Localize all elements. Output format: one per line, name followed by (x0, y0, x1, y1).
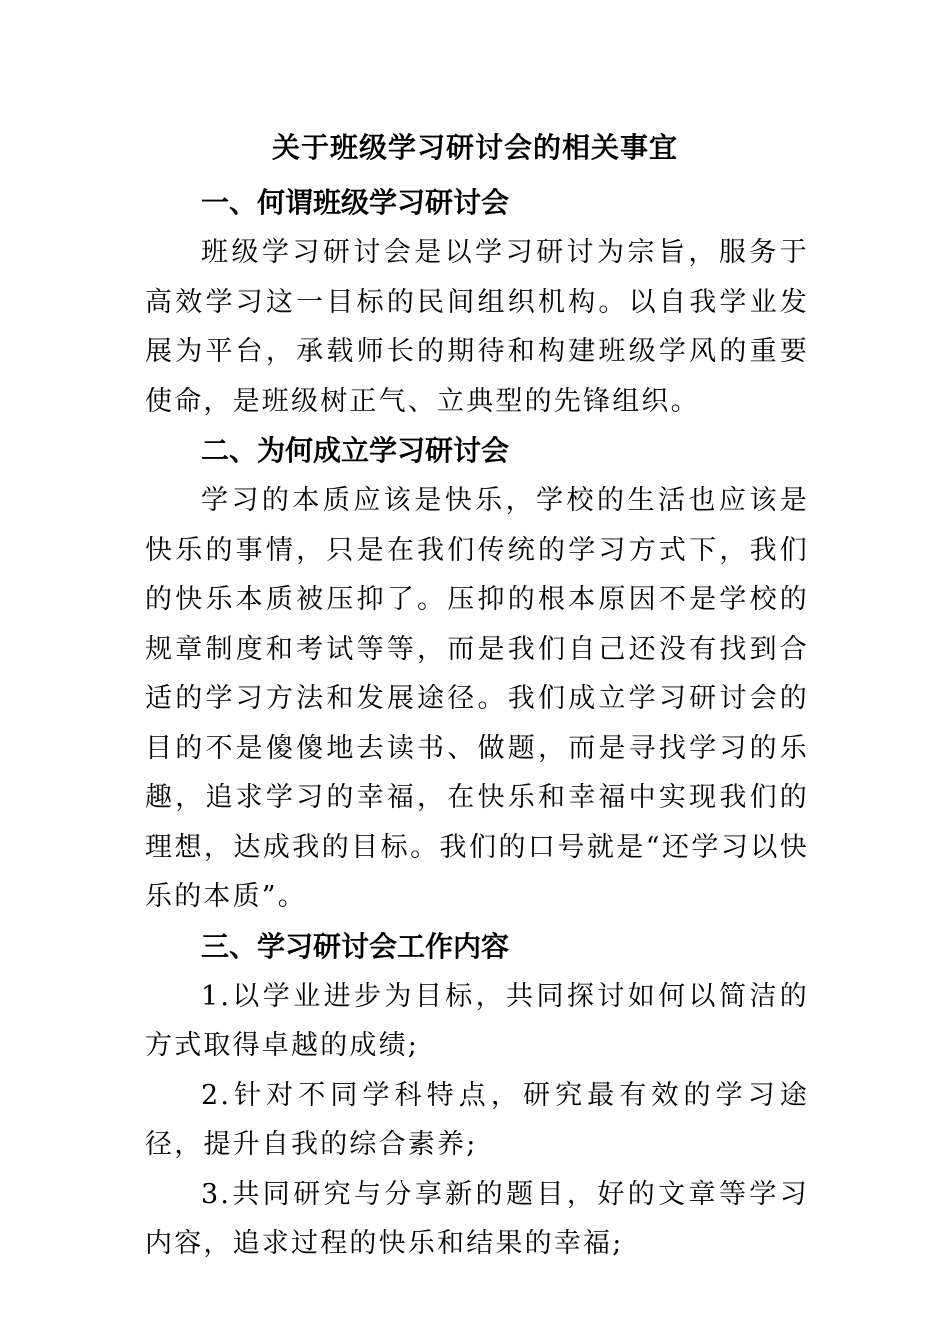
list-item: 2.针对不同学科特点，研究最有效的学习途径，提升自我的综合素养; (145, 1079, 809, 1160)
paragraph: 学习的本质应该是快乐，学校的生活也应该是快乐的事情，只是在我们传统的学习方式下，我们的快乐本质被压抑了。压抑的根本原因不是学校的规章制度和考试等等，而是我们自己还没有找到合适的学习方法和发展途径。我们成立学习研讨会的目的不是傻傻地去读书、做题，而是寻找学习的乐趣，追求学习的幸福，在快乐和幸福中实现我们的理想，达成我的目标。我们的口号就是“还学习以快乐的本质”。 (145, 485, 809, 912)
document-body (145, 178, 809, 1269)
section-heading: 一、何谓班级学习研讨会 (201, 186, 510, 219)
section-1 (145, 178, 809, 426)
list-item: 1.以学业进步为目标，共同探讨如何以简洁的方式取得卓越的成绩; (145, 980, 809, 1061)
section-3 (145, 922, 809, 1269)
document-title: 关于班级学习研讨会的相关事宜 (271, 131, 678, 164)
section-heading: 二、为何成立学习研讨会 (201, 434, 510, 467)
section-heading: 三、学习研讨会工作内容 (201, 929, 510, 963)
paragraph: 班级学习研讨会是以学习研讨为宗旨，服务于高效学习这一目标的民间组织机构。以自我学业发展为平台，承载师长的期待和构建班级学风的重要使命，是班级树正气、立典型的先锋组织。 (145, 237, 809, 417)
section-2 (145, 426, 809, 922)
list-item: 3.共同研究与分享新的题目，好的文章等学习内容，追求过程的快乐和结果的幸福; (145, 1178, 809, 1259)
